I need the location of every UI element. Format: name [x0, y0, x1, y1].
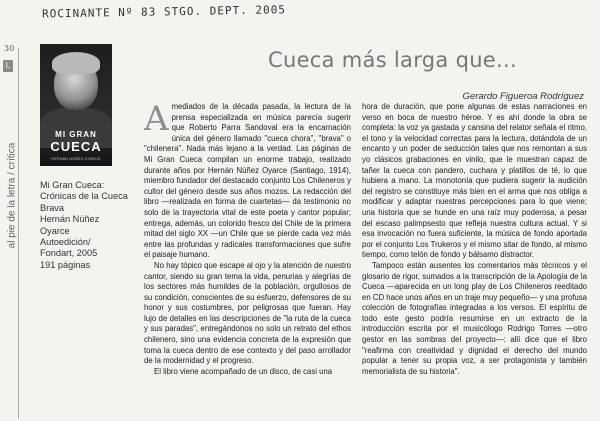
cover-author: HERNÁN NÚÑEZ OYARCE [51, 156, 101, 161]
body-paragraph: Tampoco están ausentes los comentarios más técnicos y el glosario de rigor, sumados a la transcripción de la Apología de la Cueca —aparecida en un long play de Los Chileneros reeditado en CD hace unos años en un traje muy pequeño— y una profusa colección de fotografías integradas a los versos. El espíritu de todo este gesto podría resumirse en un extracto de la introducción escrita por el musicólogo Rodrigo Torres —otro gestor en las sombras del proyecto—: allí dice que el libro "reafirma con creatividad y dignidad el derecho del mundo popular a tener su propia voz, a ser protagonista y también memorialista de su historia". [362, 260, 587, 376]
caption-line: Oyarce [40, 225, 70, 236]
book-caption [40, 180, 128, 271]
caption-line: Crónicas de la Cueca [40, 191, 128, 202]
body-column-2 [362, 102, 587, 377]
section-badge: L [3, 60, 13, 72]
cover-title-line2: CUECA [50, 139, 102, 154]
drop-cap: A [144, 99, 169, 139]
cover-title-line1: MI GRAN [55, 130, 97, 139]
caption-line: Hernán Núñez [40, 214, 100, 225]
caption-line: Mi Gran Cueca: [40, 180, 105, 190]
body-column-1 [144, 99, 351, 377]
body-paragraph [144, 99, 351, 261]
article-title: Cueca más larga que... [268, 48, 517, 72]
caption-line: Autoedición/ [40, 237, 91, 248]
section-label: al pie de la letra / crítica [6, 142, 18, 249]
page-number: 30 [4, 44, 15, 53]
caption-line: Fondart, 2005 [40, 248, 98, 259]
caption-line: 191 páginas [40, 259, 91, 270]
margin-divider [18, 48, 19, 418]
handwritten-note: ROCINANTE Nº 83 STGO. DEPT. 2005 [41, 3, 287, 21]
body-text: mediados de la década pasada, la lectura de la prensa especializada en música parecía sugerir que Roberto Parra Sandoval era la encarnación única del género llamado "cueca chora", "brava" o "chilenera". Nada más lejano a la verdad. Las páginas de Mi Gran Cueca compilan un enorme trabajo, realizado durante años por Hernán Núñez Oyarce (Santiago, 1914), miembro fundador del destacado conjunto Los Chileneros y cultor del género desde sus años mozos. La redacción del libro —realizada en forma de cuartetas— da testimonio no solo de la trayectoria vital de este poeta y cantor popular; entrega, además, un colorido fresco del Chile de la primera mitad del siglo XX —un Chile que se pierde cada vez más entre las profundas y radicales transformaciones que sufre el paisaje humano. [144, 102, 351, 260]
body-paragraph: El libro viene acompañado de un disco, de casi una [154, 366, 333, 376]
body-paragraph: No hay tópico que escape al ojo y la atención de nuestro cantor, siendo su gran tema la vida, penurias y alegrías de los sectores más humildes de la población, orgullosos de su condición, conscientes de su esfuerzo, defensores de su honor y sus costumbres, por peligrosas que fueran. Hay lujo de detalles en las descripciones de "la ruta de la cueca y sus paradas", entregándonos no solo un retrato del ethos chilenero, sino una evidencia concreta de la expresión que toma la cueca dentro de ese contexto y del paso arrollador de la modernidad y el progreso. [144, 260, 351, 366]
book-cover-image [40, 44, 112, 166]
article-author: Gerardo Figueroa Rodríguez [462, 91, 584, 102]
cover-portrait-hair [52, 52, 100, 74]
caption-line: Brava [40, 202, 65, 213]
body-paragraph: hora de duración, que pone algunas de estas narraciones en verso en boca de nuestro héroe. Y es ahí donde la obra se completa: la voz ya gastada y cansina del relator señala el ritmo, el tono y la velocidad correctas para la lectura, dotándola de un encanto y un poder de seducción tales que nos remontan a sus yo clásicos grabaciones en vinilo, que le muestran capaz de tañer la cueca con pandero, cuchara y platillos de té, lo que hubiera a mano. La monotonía que pudiera sugerir la audición del registro se constituye más bien en el arma que nos obliga a modificar y adaptar nuestras percepciones para lo que viene; una historia que se hunde en una raíz muy poderosa, a pesar del escaso palimpsesto que refleja nuestra cultura actual. Y si esa invocación no fuera suficiente, la música de fondo aportada por el conjunto Los Trukeros y el mismo sitar de fondo, al mismo tiempo, como telón de fondo y bálsamo distractor. [362, 102, 587, 260]
